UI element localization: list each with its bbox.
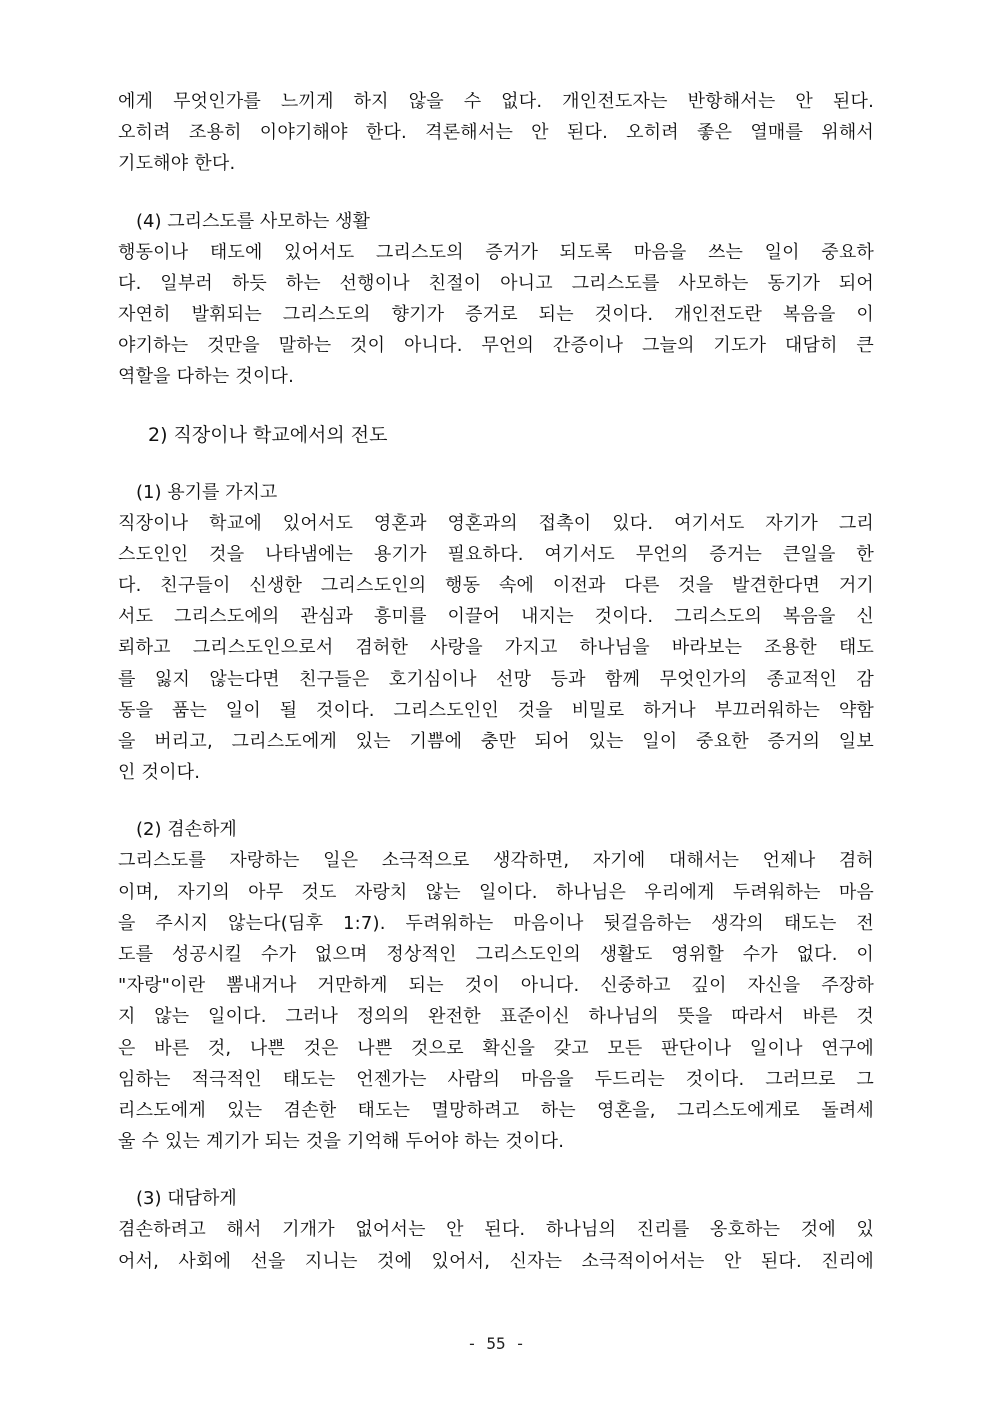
section-heading-2: 2) 직장이나 학교에서의 전도 (148, 423, 388, 446)
paragraph-line: 기도해야 한다. (118, 153, 236, 175)
intro-paragraph (118, 86, 874, 180)
paragraph-line: 도를 성공시킬 수가 없으며 정상적인 그리스도인의 생활도 영위할 수가 없다. 이 (118, 944, 874, 966)
subsection-heading-3: (3) 대담하게 (136, 1188, 237, 1210)
paragraph-line: 역할을 다하는 것이다. (118, 366, 295, 388)
paragraph-line: 서도 그리스도에의 관심과 흥미를 이끌어 내지는 것이다. 그리스도의 복음을 신 (118, 606, 874, 628)
paragraph-line: 야기하는 것만을 말하는 것이 아니다. 무언의 간증이나 그늘의 기도가 대담히 큰 (118, 335, 874, 357)
paragraph-line: 자연히 발휘되는 그리스도의 향기가 증거로 되는 것이다. 개인전도란 복음을 이 (118, 304, 874, 326)
paragraph-line: 은 바른 것, 나쁜 것은 나쁜 것으로 확신을 갖고 모든 판단이나 일이나 연구에 (118, 1037, 874, 1059)
paragraph-line: 리스도에게 있는 겸손한 태도는 멸망하려고 하는 영혼을, 그리스도에게로 돌려세 (118, 1100, 874, 1122)
sub-1-paragraph (118, 508, 874, 789)
sub-3-paragraph (118, 1214, 874, 1276)
paragraph-line: 을 버리고, 그리스도에게 있는 기쁨에 충만 되어 있는 일이 중요한 증거의 일보 (118, 731, 874, 753)
paragraph-line: 동을 품는 일이 될 것이다. 그리스도인인 것을 비밀로 하거나 부끄러워하는 약함 (118, 699, 874, 721)
subsection-heading-2: (2) 겸손하게 (136, 819, 237, 841)
paragraph-line: 그리스도를 자랑하는 일은 소극적으로 생각하면, 자기에 대해서는 언제나 겸허 (118, 850, 874, 872)
subsection-heading-1: (1) 용기를 가지고 (136, 481, 278, 503)
document-page (118, 86, 874, 1277)
paragraph-line: 인 것이다. (118, 762, 201, 784)
page-number: - 55 - (467, 1334, 525, 1353)
paragraph-line: 을 주시지 않는다(딤후 1:7). 두려워하는 마음이나 뒷걸음하는 생각의 태도는 전 (118, 912, 874, 934)
paragraph-line: 스도인인 것을 나타냄에는 용기가 필요하다. 여기서도 무언의 증거는 큰일을 한 (118, 543, 874, 565)
paragraph-line: 를 잃지 않는다면 친구들은 호기심이나 선망 등과 함께 무엇인가의 종교적인 감 (118, 668, 874, 690)
paragraph-line: 직장이나 학교에 있어서도 영혼과 영혼과의 접촉이 있다. 여기서도 자기가 그리 (118, 512, 874, 534)
paragraph-line: 겸손하려고 해서 기개가 없어서는 안 된다. 하나님의 진리를 옹호하는 것에 있 (118, 1219, 874, 1241)
paragraph-line: 울 수 있는 계기가 되는 것을 기억해 두어야 하는 것이다. (118, 1131, 565, 1153)
paragraph-line: 다. 일부러 하듯 하는 선행이나 친절이 아니고 그리스도를 사모하는 동기가 되어 (118, 272, 874, 294)
paragraph-line: 오히려 조용히 이야기해야 한다. 격론해서는 안 된다. 오히려 좋은 열매를 위해서 (118, 122, 874, 144)
paragraph-line: 뢰하고 그리스도인으로서 겸허한 사랑을 가지고 하나님을 바라보는 조용한 태도 (118, 637, 874, 659)
section-4-paragraph (118, 237, 874, 393)
paragraph-line: 지 않는 일이다. 그러나 정의의 완전한 표준이신 하나님의 뜻을 따라서 바른 것 (118, 1006, 874, 1028)
sub-2-paragraph (118, 845, 874, 1157)
subsection-heading-4: (4) 그리스도를 사모하는 생활 (136, 210, 370, 232)
paragraph-line: 임하는 적극적인 태도는 언젠가는 사람의 마음을 두드리는 것이다. 그러므로 그 (118, 1068, 874, 1090)
paragraph-line: 행동이나 태도에 있어서도 그리스도의 증거가 되도록 마음을 쓰는 일이 중요하 (118, 241, 874, 263)
paragraph-line: 다. 친구들이 신생한 그리스도인의 행동 속에 이전과 다른 것을 발견한다면 거기 (118, 575, 874, 597)
paragraph-line: "자랑"이란 뽐내거나 거만하게 되는 것이 아니다. 신중하고 깊이 자신을 주장하 (118, 975, 874, 997)
paragraph-line: 이며, 자기의 아무 것도 자랑치 않는 일이다. 하나님은 우리에게 두려워하는 마음 (118, 881, 874, 903)
paragraph-line: 어서, 사회에 선을 지니는 것에 있어서, 신자는 소극적이어서는 안 된다. 진리에 (118, 1250, 874, 1272)
paragraph-line: 에게 무엇인가를 느끼게 하지 않을 수 없다. 개인전도자는 반항해서는 안 된다. (118, 91, 874, 112)
